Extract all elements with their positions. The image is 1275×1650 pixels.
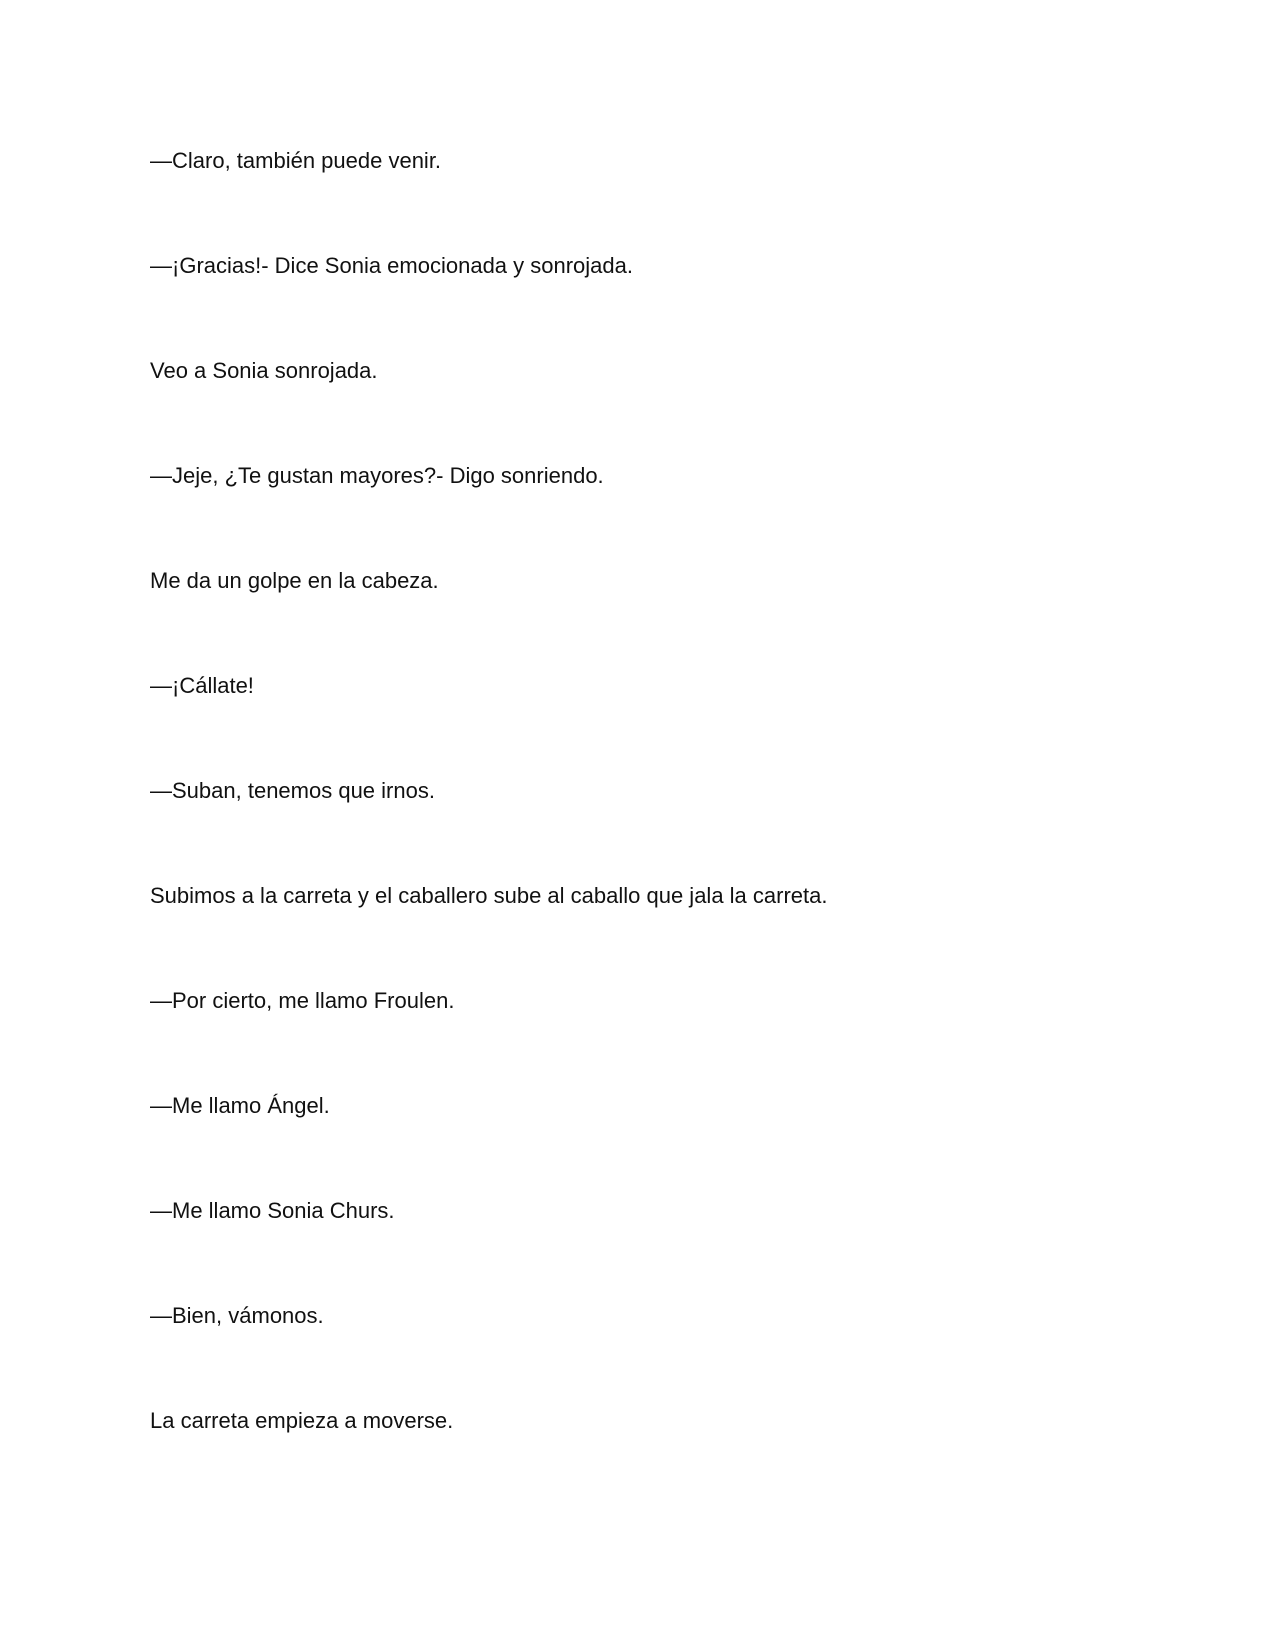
paragraph: Me da un golpe en la cabeza. — [150, 568, 439, 593]
paragraph: —Me llamo Sonia Churs. — [150, 1198, 395, 1223]
paragraph: —Me llamo Ángel. — [150, 1093, 330, 1118]
paragraph: —Claro, también puede venir. — [150, 148, 442, 173]
paragraph: —Jeje, ¿Te gustan mayores?- Digo sonriendo. — [150, 463, 604, 488]
paragraph: Subimos a la carreta y el caballero sube al caballo que jala la carreta. — [150, 883, 828, 908]
paragraph: —Suban, tenemos que irnos. — [150, 778, 435, 803]
paragraph: Veo a Sonia sonrojada. — [150, 358, 378, 383]
paragraph: —¡Cállate! — [150, 673, 254, 698]
paragraph: —Por cierto, me llamo Froulen. — [150, 988, 455, 1013]
paragraph: —¡Gracias!- Dice Sonia emocionada y sonrojada. — [150, 253, 634, 278]
paragraph: La carreta empieza a moverse. — [150, 1408, 454, 1433]
document-body — [150, 146, 1150, 1511]
paragraph: —Bien, vámonos. — [150, 1303, 324, 1328]
